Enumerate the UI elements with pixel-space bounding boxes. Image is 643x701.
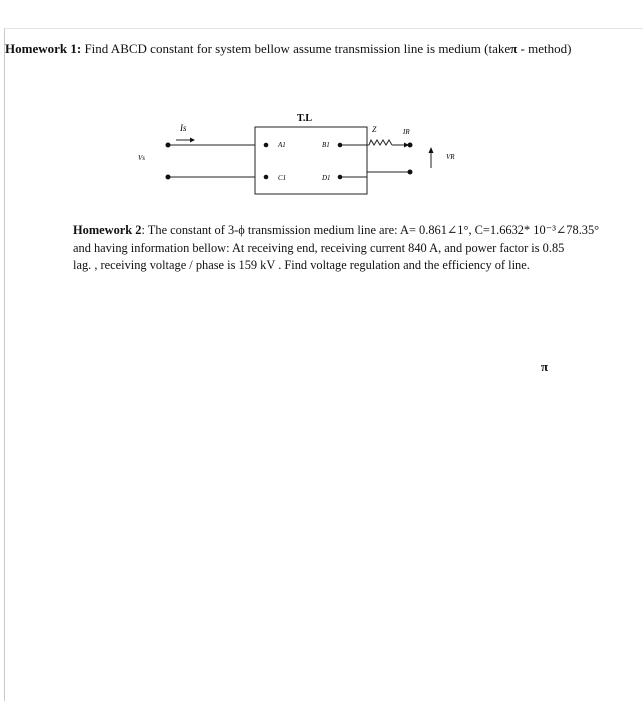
homework-1-text-end: - method) [517,41,572,56]
terminal-dot [166,143,171,148]
terminal-dot [338,175,343,180]
pi-symbol: π [510,41,518,56]
homework-2-line-2: and having information bellow: At receiving end, receiving current 840 A, and power factor is 0.85 [73,240,565,255]
a1-label: A1 [278,141,286,149]
terminal-dot [264,175,269,180]
ir-label: IR [403,128,410,136]
z-label: Z [372,125,377,134]
vs-label: Vs [138,154,145,162]
terminal-dot [338,143,343,148]
vr-label: VR [446,153,455,161]
tl-box [255,127,367,194]
terminal-dot [408,143,413,148]
is-arrowhead [190,138,195,143]
homework-2-label: Homework 2 [73,223,142,237]
b1-label: B1 [322,141,330,149]
pi-note: π [541,359,549,374]
homework-2-line-1: Homework 2: The constant of 3-ϕ transmission medium line are: A= 0.861∠1°, C=1.6632* 10⁻³∠78.35° [73,223,600,237]
terminal-dot [408,170,413,175]
tl-label: T.L [297,113,313,124]
terminal-dot [166,175,171,180]
homework-2 [73,222,613,275]
is-label: Is [180,123,187,133]
homework-1-label: Homework 1: [5,41,82,56]
homework-2-line-3: lag. , receiving voltage / phase is 159 kV . Find voltage regulation and the efficiency of line. [73,258,530,272]
homework-1-text: Find ABCD constant for system bellow assume transmission line is medium (take [81,41,511,56]
impedance-z [369,140,392,145]
c1-label: C1 [278,174,287,182]
d1-label: D1 [322,174,331,182]
terminal-dot [264,143,269,148]
vr-arrowhead [429,147,434,153]
